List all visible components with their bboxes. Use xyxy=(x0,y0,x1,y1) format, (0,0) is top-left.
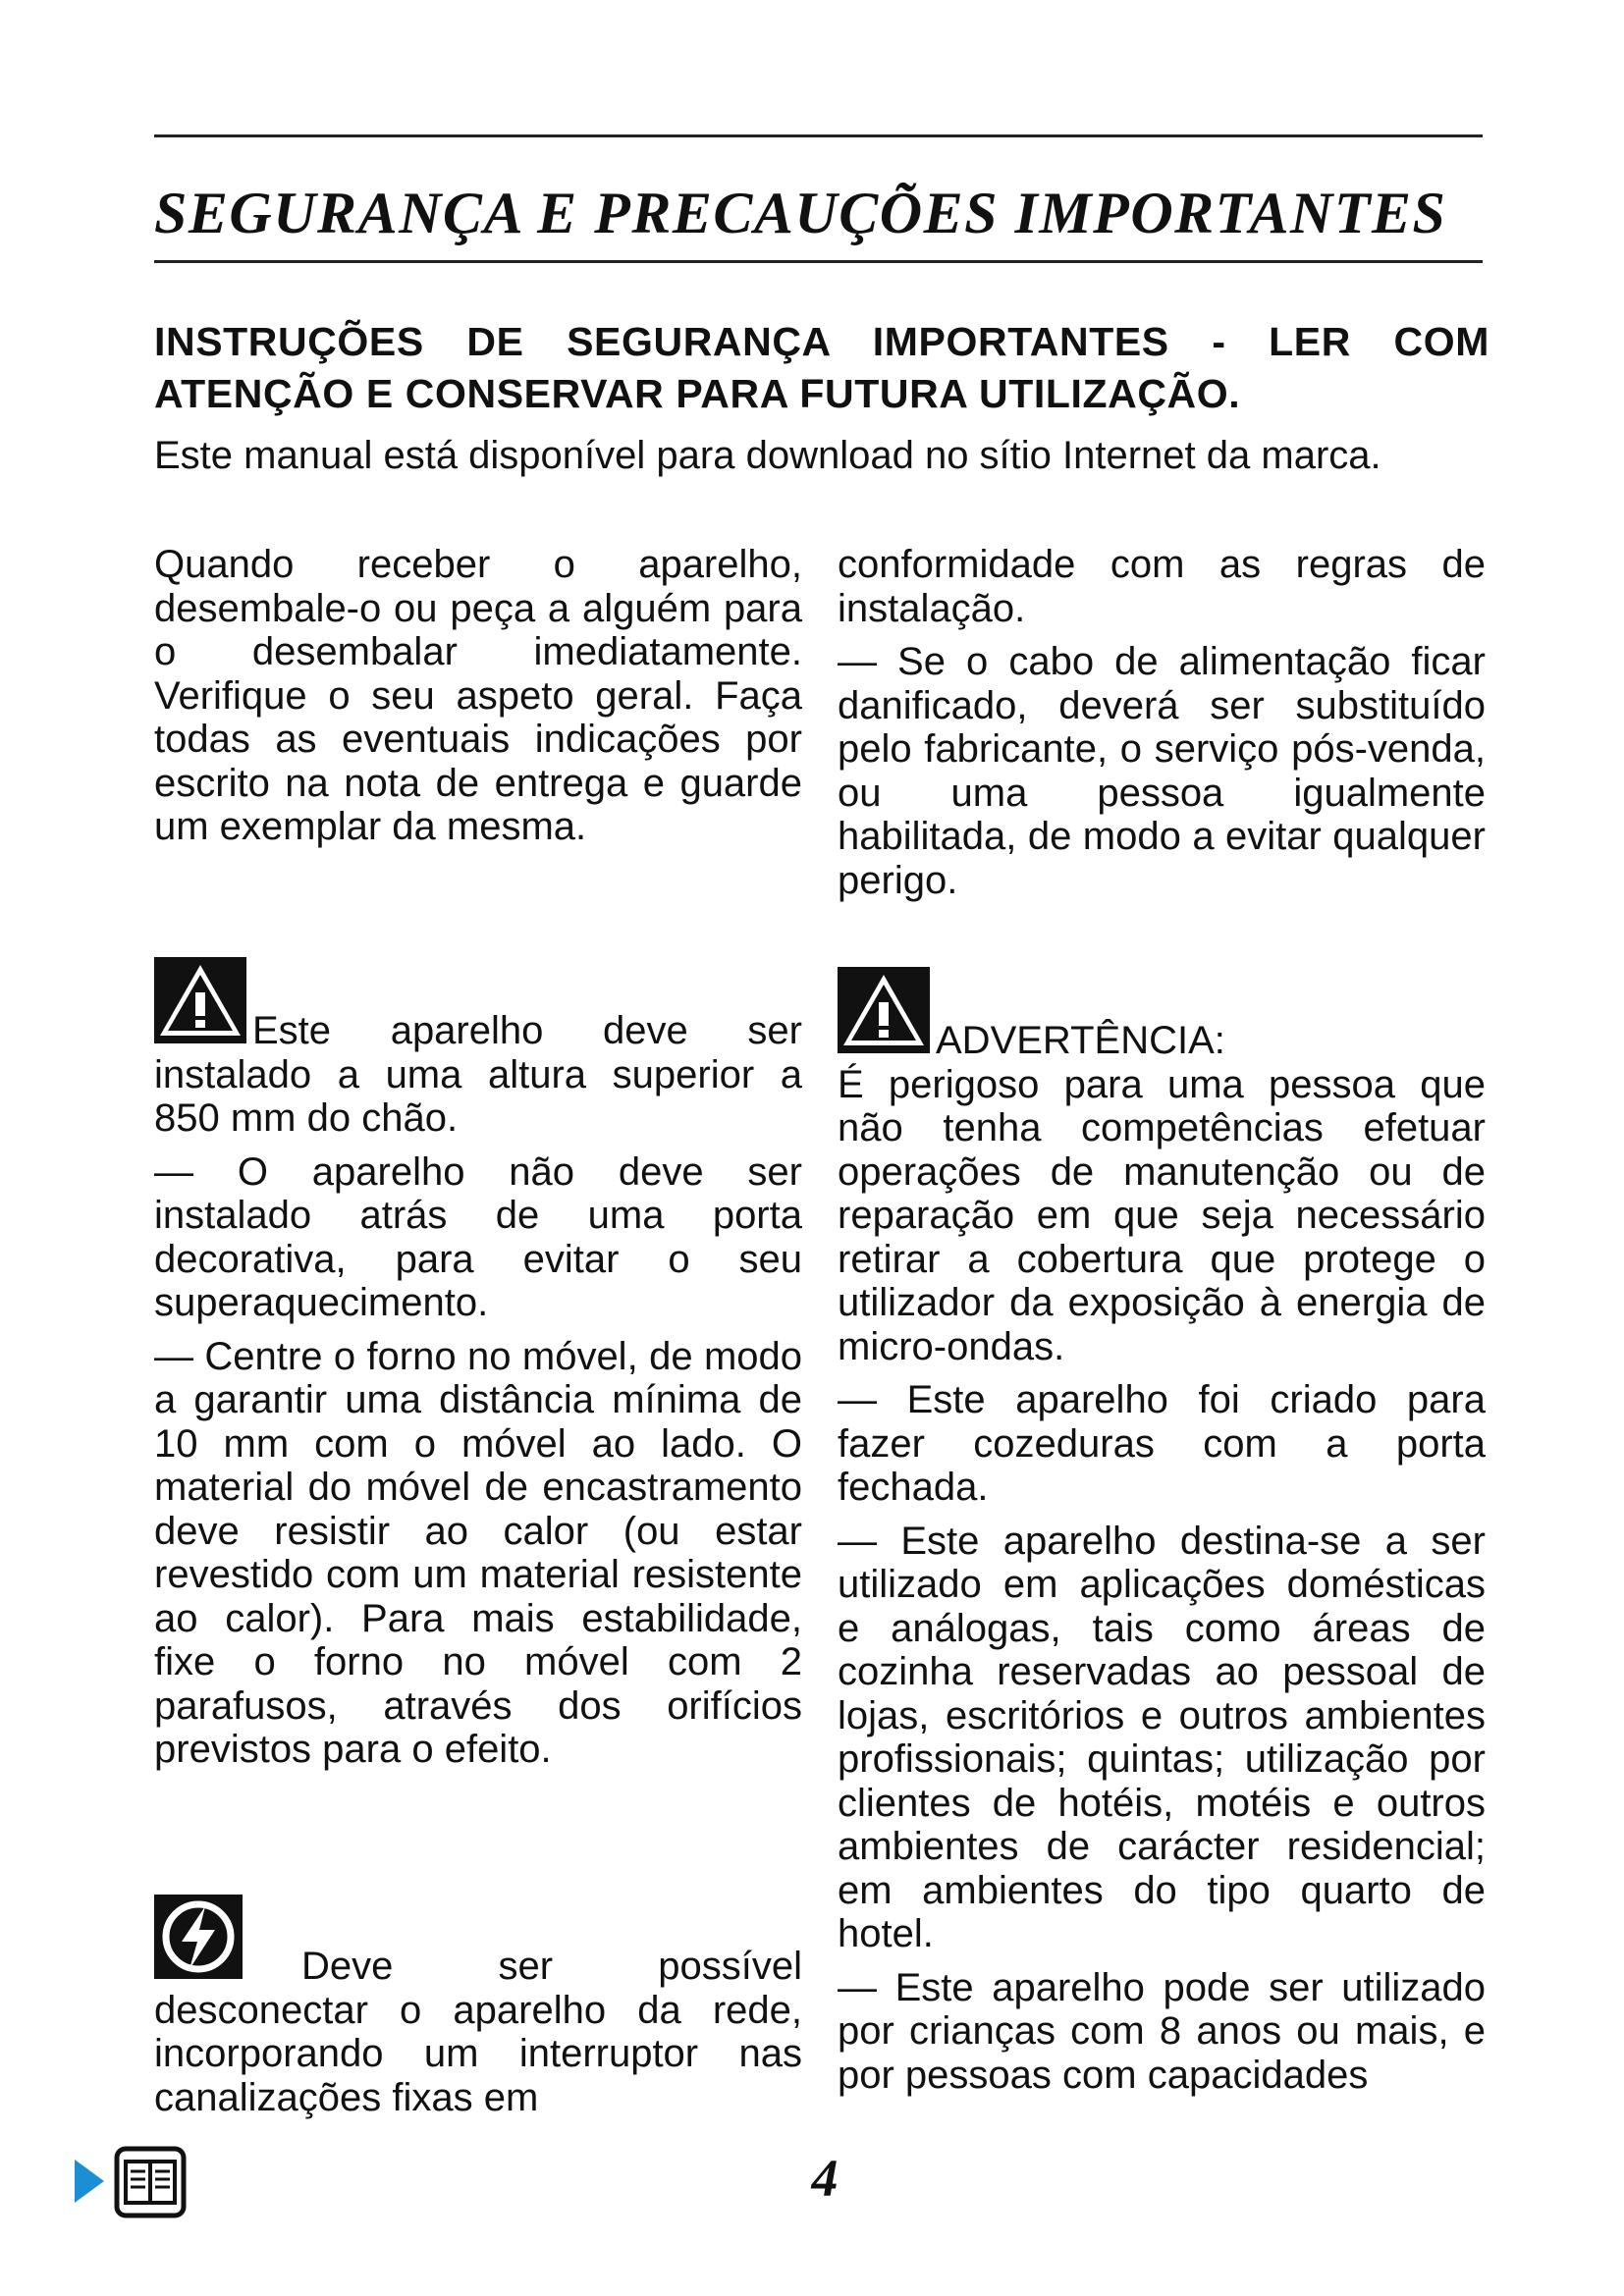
heading-line-1: INSTRUÇÕES DE SEGURANÇA IMPORTANTES - LER COM xyxy=(154,319,1489,364)
lightning-bolt-icon xyxy=(154,1895,243,1979)
title-underline xyxy=(154,260,1483,263)
left-column-middle xyxy=(154,957,802,1772)
disconnect-text: Deve ser possível desconectar o aparelho da rede, incorporando um interruptor nas canalizações fixas em xyxy=(154,1945,802,2119)
page-title: SEGURANÇA E PRECAUÇÕES IMPORTANTES xyxy=(154,181,1447,245)
conformity-paragraph: conformidade com as regras de instalação. xyxy=(838,543,1486,630)
safety-instructions-heading xyxy=(154,316,1489,420)
warning-label: ADVERTÊNCIA: xyxy=(936,1019,1225,1062)
top-rule xyxy=(154,134,1483,137)
height-warning-text: Este aparelho deve ser instalado a uma altura superior a 850 mm do chão. xyxy=(154,1009,802,1140)
children-paragraph: — Este aparelho pode ser utilizado por crianças com 8 anos ou mais, e por pessoas com capacidades xyxy=(838,1965,1486,2097)
power-cable-paragraph: — Se o cabo de alimentação ficar danificado, deverá ser substituído pelo fabricante, o serviço pós-venda, ou uma pessoa igualmente habilitada, de modo a evitar qualquer perigo. xyxy=(838,640,1486,902)
page-number: 4 xyxy=(811,2149,839,2208)
centre-oven-paragraph: — Centre o forno no móvel, de modo a garantir uma distância mínima de 10 mm com o móvel ao lado. O material do móvel de encastramento deve resistir ao calor (ou estar revestido com um material resistente ao calor). Para mais estabilidade, fixe o forno no móvel com 2 parafusos, através dos orifícios previstos para o efeito. xyxy=(154,1334,802,1771)
play-arrow-icon[interactable] xyxy=(73,2158,106,2205)
decorative-door-paragraph: — O aparelho não deve ser instalado atrás de uma porta decorativa, para evitar o seu superaquecimento. xyxy=(154,1149,802,1324)
receive-paragraph: Quando receber o aparelho, desembale-o ou peça a alguém para o desembalar imediatamente. Verifique o seu aspeto geral. Faça todas as eventuais indicações por escrito na nota de entrega e guarde um exemplar da mesma. xyxy=(154,543,802,848)
domestic-use-paragraph: — Este aparelho destina-se a ser utilizado em aplicações domésticas e análogas, tais como áreas de cozinha reservadas ao pessoal de lojas, escritórios e outros ambientes profissionais; quintas; utilização por clientes de hotéis, motéis e outros ambientes de carácter residencial; em ambientes do tipo quarto de hotel. xyxy=(838,1519,1486,1955)
left-column-bottom xyxy=(154,1895,802,2119)
left-column-top xyxy=(154,543,802,849)
warning-triangle-icon xyxy=(838,967,930,1053)
right-column-middle xyxy=(838,967,1486,2097)
download-note: Este manual está disponível para download no sítio Internet da marca. xyxy=(154,434,1381,477)
book-icon[interactable] xyxy=(114,2146,187,2218)
right-column-top xyxy=(838,543,1486,902)
heading-line-2: ATENÇÃO E CONSERVAR PARA FUTURA UTILIZAÇÃO. xyxy=(154,371,1241,416)
dangerous-paragraph: É perigoso para uma pessoa que não tenha competências efetuar operações de manutenção ou de reparação em que seja necessário retirar a cobertura que protege o utilizador da exposição à energia de micro-ondas. xyxy=(838,1062,1486,1368)
door-closed-paragraph: — Este aparelho foi criado para fazer cozeduras com a porta fechada. xyxy=(838,1378,1486,1509)
warning-triangle-icon xyxy=(154,957,246,1043)
